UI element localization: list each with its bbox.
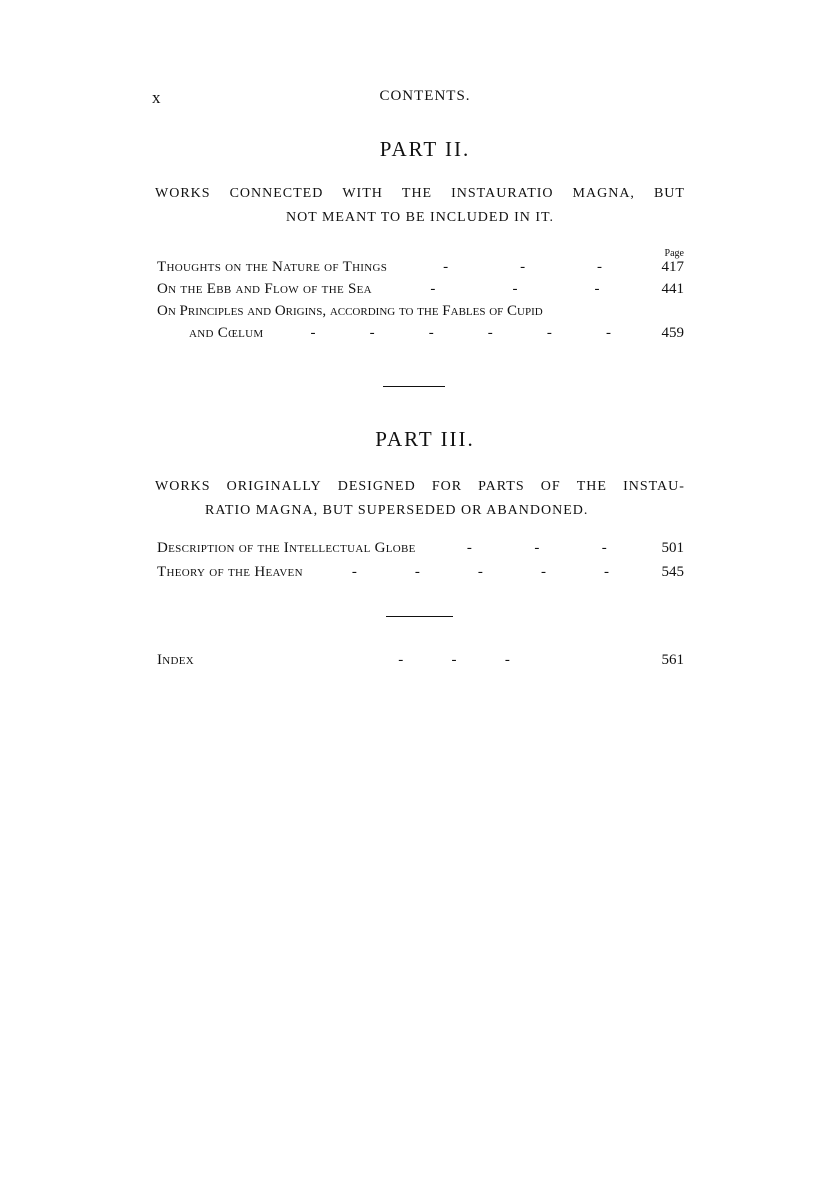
- part-2-heading-line-1: [155, 182, 685, 206]
- toc-entry-title: Thoughts on the Nature of Things: [157, 259, 388, 275]
- part-3-heading-line-1: [155, 475, 685, 499]
- toc-leader: - - -: [443, 259, 603, 275]
- toc-entry-title: Description of the Intellectual Globe: [157, 540, 416, 556]
- heading-word: DESIGNED: [337, 479, 416, 494]
- heading-word: MAGNA,: [572, 186, 635, 201]
- toc-leader: - - -: [430, 281, 600, 297]
- part-3-heading-line-2: RATIO MAGNA, BUT SUPERSEDED OR ABANDONED.: [205, 503, 589, 518]
- heading-word: OF: [540, 479, 561, 494]
- toc-entry-title: Theory of the Heaven: [157, 564, 303, 580]
- part-2-heading-line-2: NOT MEANT TO BE INCLUDED IN IT.: [285, 210, 555, 225]
- toc-entry-page: 441: [661, 281, 684, 297]
- toc-entry: [157, 281, 684, 303]
- toc-entry-title-line-1: On Principles and Origins, according to the Fables of Cupid: [157, 303, 543, 319]
- part-3-title: PART III.: [375, 427, 475, 451]
- part-3-heading: [155, 475, 685, 523]
- toc-entry: [157, 540, 684, 562]
- toc-entry: [157, 564, 684, 586]
- toc-leader: - - - - -: [351, 564, 609, 580]
- toc-entry: [157, 325, 684, 347]
- page-column-label: Page: [664, 248, 684, 259]
- toc-entry-page: 561: [661, 652, 684, 668]
- toc-entry-title: Index: [157, 652, 195, 668]
- heading-word: ORIGINALLY: [226, 479, 322, 494]
- heading-word: INSTAURATIO: [451, 186, 554, 201]
- heading-word: WITH: [342, 186, 383, 201]
- toc-entry-page: 459: [661, 325, 684, 341]
- part-2-title: PART II.: [379, 137, 471, 161]
- heading-word: INSTAU-: [623, 479, 685, 494]
- toc-leader: - - - - - -: [310, 325, 611, 341]
- heading-word: BUT: [653, 186, 685, 201]
- toc-entry-page: 417: [661, 259, 684, 275]
- part-2-heading: [155, 182, 685, 230]
- heading-word: FOR: [431, 479, 463, 494]
- heading-word: THE: [401, 186, 433, 201]
- section-divider: [386, 616, 453, 617]
- toc-entry-title: On the Ebb and Flow of the Sea: [157, 281, 372, 297]
- heading-word: PARTS: [478, 479, 525, 494]
- toc-leader: - - -: [466, 540, 607, 556]
- toc-entry-page: 545: [661, 564, 684, 580]
- running-title: CONTENTS.: [379, 88, 471, 104]
- toc-entry-page: 501: [661, 540, 684, 556]
- toc-entry-title-line-2: and Cœlum: [189, 325, 264, 341]
- toc-entry: [157, 259, 684, 281]
- page-folio: x: [152, 88, 161, 107]
- toc-leader: - - -: [398, 652, 510, 668]
- toc-entry-index: [157, 652, 684, 674]
- heading-word: CONNECTED: [229, 186, 324, 201]
- heading-word: WORKS: [155, 479, 211, 494]
- section-divider: [383, 386, 445, 387]
- heading-word: THE: [576, 479, 607, 494]
- heading-word: WORKS: [155, 186, 211, 201]
